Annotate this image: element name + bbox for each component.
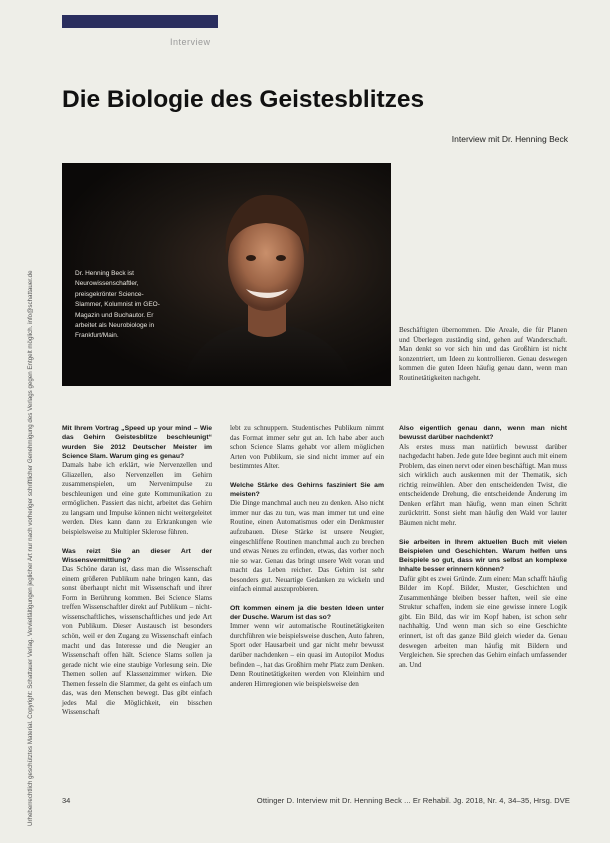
- citation: Ottinger D. Interview mit Dr. Henning Beck ... Er Rehabil. Jg. 2018, Nr. 4, 34–35, Hrsg. DVE: [256, 796, 570, 805]
- copyright-notice: Urheberrechtlich geschütztes Material. Copyright: Schattauer Verlag. Vervielfältigungen jeglicher Art nur nach vorheriger schriftlicher Genehmigung des Verlags gegen Entgelt möglich. info@schattauer.de: [27, 270, 34, 826]
- interview-question: Was reizt Sie an dieser Art der Wissensvermittlung?: [62, 547, 212, 564]
- column-3-intro: [399, 326, 567, 383]
- article-subtitle: Interview mit Dr. Henning Beck: [451, 134, 568, 144]
- article-title: Die Biologie des Geistesblitzes: [62, 86, 425, 113]
- interview-question: Also eigentlich genau dann, wenn man nicht bewusst darüber nachdenkt?: [399, 425, 567, 442]
- interview-answer: Dafür gibt es zwei Gründe. Zum einen: Man schafft häufig Bilder im Kopf. Bilder, Muster, Geschichten und Zusammenhänge bleiben besser haften, weil sie eine Struktur schaffen, indem sie eine gewisse innere Logik gibt. Ein Bild, das wir im Kopf haben, ist schon sehr nachhaltig. Und wenn man sich so eine Geschichte erinnert, ist oft das ganze Bild gleich wieder da. Genau deswegen arbeiten man häufig mit Bildern und Vergleichen. Sie sprechen das Gehirn einfach umfassender an. Und: [399, 574, 567, 669]
- page-number: 34: [62, 796, 71, 805]
- interview-answer: Das Schöne daran ist, dass man die Wissenschaft einem größeren Publikum nahe bringen kann, das sonst überhaupt nicht mit Wissenschaft und ihrer Form in Berührung kommen. Bei Science Slams treffen Wissenschaftler direkt auf Publikum – nicht-wissenschaftliches, wissenschaftliches und jede Art von Publikum. Dieser Austausch ist besonders schön, weil er den Zugang zu Wissenschaft einfach macht und das Interesse und die Neugier an Wissenschaft offen hält. Science Slams sollen ja gerade nicht wie eine staubige Vorlesung sein. Die Themen sollen auf Klassenzimmer wirken. Die Themen fesseln die Slammer, da geht es einfach um das, was den Menschen bewegt. Das gibt einfach jedes Mal die Möglichkeit, ein bisschen Wissenschaft: [62, 565, 212, 717]
- section-label: Interview: [170, 37, 211, 47]
- interview-answer: lebt zu schnuppern. Studentisches Publikum nimmt das Format immer sehr gut an. Ich habe aber auch schon Science Slams gehabt vor allem möglichen Arten von Publikum, sie sind nicht immer auf ein bestimmtes Alter.: [230, 424, 384, 471]
- photo-caption: Dr. Henning Beck ist Neurowissenschaftler, preisgekrönter Science-Slammer, Kolumnist im GEO-Magazin und Buchautor. Er arbeitet als Neurobiologe in Frankfurt/Main.: [75, 270, 160, 340]
- interview-question: Sie arbeiten in Ihrem aktuellen Buch mit vielen Beispielen und Geschichten. Warum helfen uns Beispiele so gut, dass wir uns selbst an komplexe Inhalte besser erinnern können?: [399, 538, 567, 574]
- interview-answer: Die Dinge manchmal auch neu zu denken. Also nicht immer nur das zu tun, was man immer tut und eine Routine, einen Automatismus oder ein Denkmuster aufzubauen. Diese Stärke ist unsere Neugier, eingeschliffene Routinen manchmal auch zu brechen und etwas Neues zu erfinden, etwas, das vorher noch nie so war. Genau das bringt unsere Welt voran und macht das Leben reicher. Das Gehirn ist sehr besonders gut. Neuartige Gedanken zu wickeln und einfach einmal auszuprobieren.: [230, 499, 384, 594]
- portrait-photo: [62, 163, 391, 386]
- paragraph: Beschäftigten übernommen. Die Areale, die für Planen und Überlegen zuständig sind, gehen auf Wanderschaft. Man denkt so vor sich hin und das Großhirn ist nicht konzentriert, um Ideen zu kontrollieren. Genau deswegen kommen die guten Ideen häufig genau dann, wenn man Routinetätigkeiten nachgeht.: [399, 326, 567, 382]
- page-footer: [62, 796, 570, 810]
- interview-answer: Als erstes muss man natürlich bewusst darüber nachgedacht haben. Jede gute Idee beginnt auch mit einem Problem, das einen nervt oder einen beschäftigt. Man muss sich wirklich auch auskennen mit der Thematik, sich richtig reinwühlen. Aber den entscheidenden Twist, die entscheidende Drehung, die entscheidende Änderung im Denken erfährt man häufig, wenn man einen Schritt zurücktritt. Sonst sieht man häufig den Wald vor lauter Bäumen nicht mehr.: [399, 442, 567, 527]
- interview-answer: Immer wenn wir automatische Routinetätigkeiten durchführen wie beispielsweise duschen, Auto fahren, Sport oder Hausarbeit und gar nicht mehr bewusst darüber nachdenken – ein quasi im Autopilot Modus befinden –, hat das Großhirn mehr Platz zum Denken. Denn Routinetätigkeiten werden von Kleinhirn und anderen Hirnregionen wie beispielsweise den: [230, 622, 384, 688]
- header-color-bar: [62, 15, 218, 28]
- interview-answer: Damals habe ich erklärt, wie Nervenzellen und Gliazellen, also Nervenzellen im Gehirn zusammenspielen, um Nervenimpulse zu beschleunigen und eine gute Kommunikation zu ermöglichen. Passiert das nicht, arbeitet das Gehirn zu langsam und Impulse können nicht weitergeleitet werden. Dies kann dann zu Erkrankungen wie beispielsweise zu Multipler Sklerose führen.: [62, 461, 212, 537]
- column-1: [62, 424, 212, 718]
- interview-question: Oft kommen einem ja die besten Ideen unter der Dusche. Warum ist das so?: [230, 604, 384, 622]
- column-2: [230, 424, 384, 689]
- interview-question: Welche Stärke des Gehirns fasziniert Sie am meisten?: [230, 481, 384, 499]
- column-3: [399, 424, 567, 670]
- interview-question: Mit Ihrem Vortrag „Speed up your mind – Wie das Gehirn Geistesblitze beschleunigt“ wurden Sie 2012 Deutscher Meister im Science Slam. Warum ging es genau?: [62, 425, 212, 460]
